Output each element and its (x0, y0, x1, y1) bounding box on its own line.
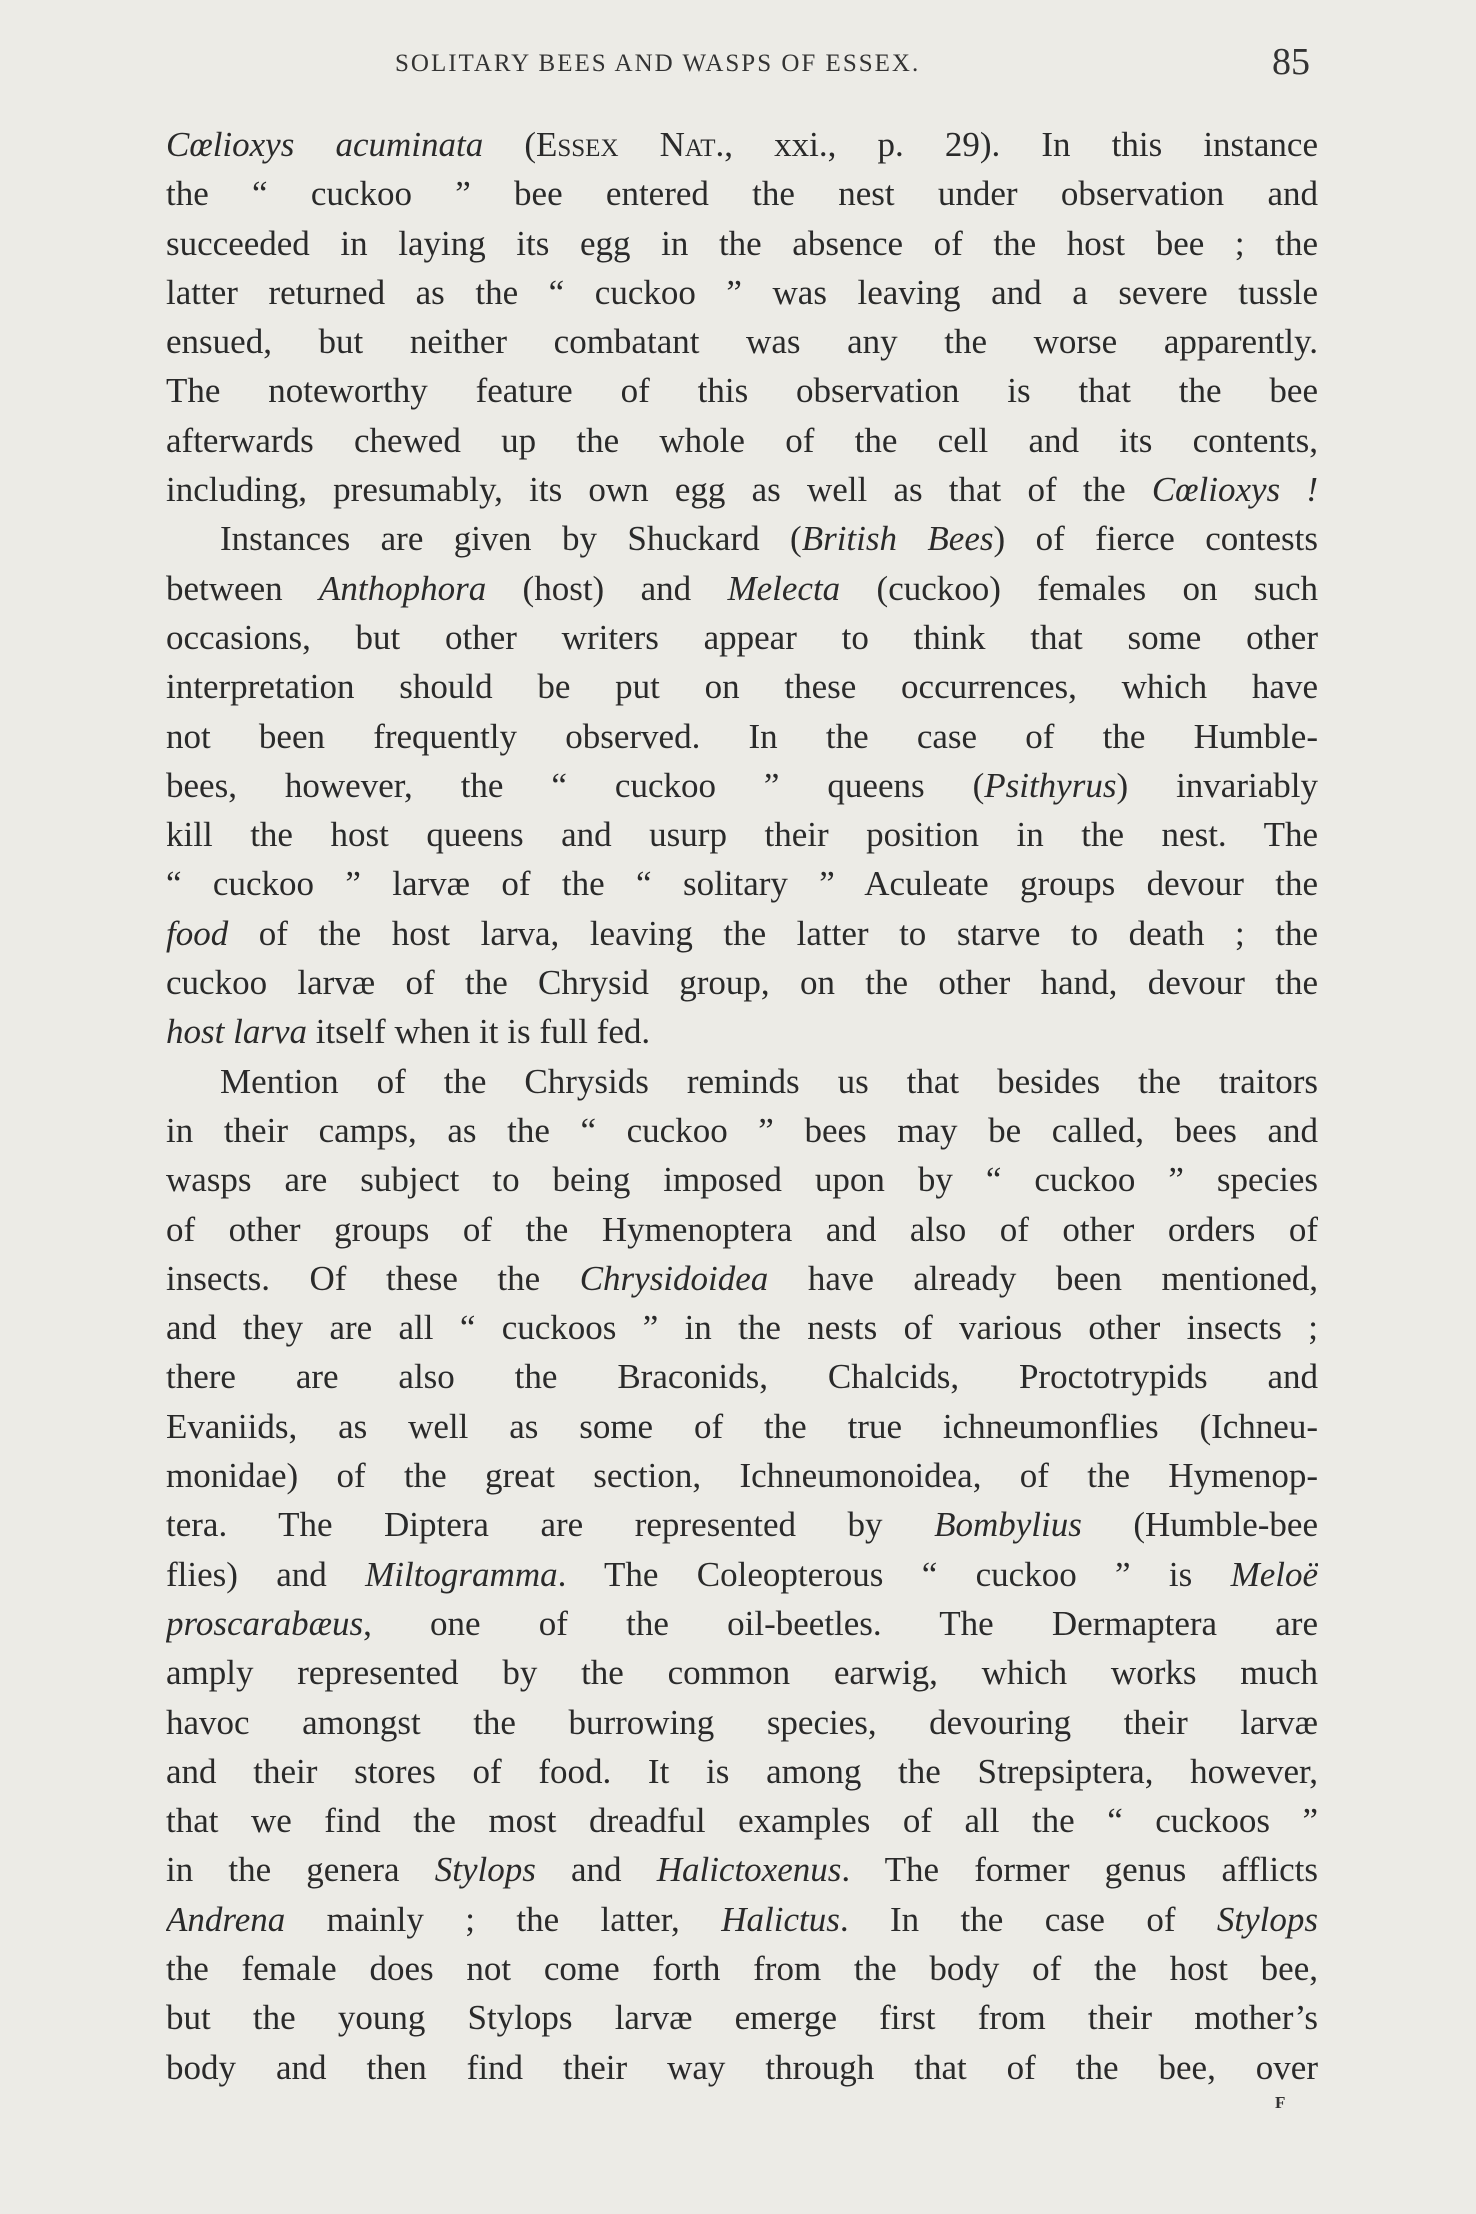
text-line: and their stores of food. It is among the Strepsiptera, however, (166, 1751, 1318, 1791)
text-line: not been frequently observed. In the case of the Humble- (166, 716, 1318, 756)
text-line: but the young Stylops larvæ emerge first from their mother’s (166, 1998, 1318, 2038)
page-number: 85 (1272, 41, 1310, 83)
text-line: tera. The Diptera are represented by Bombylius (Humble-bee (166, 1505, 1318, 1545)
text-line: proscarabæus, one of the oil-beetles. The Dermaptera are (166, 1603, 1318, 1643)
text-line: monidae) of the great section, Ichneumonoidea, of the Hymenop- (166, 1456, 1318, 1496)
text-line: amply represented by the common earwig, which works much (166, 1653, 1318, 1693)
text-line: of other groups of the Hymenoptera and also of other orders of (166, 1209, 1318, 1249)
text-line: Cœlioxys acuminata (Essex Nat., xxi., p. 29). In this instance (166, 125, 1318, 164)
text-line: the female does not come forth from the body of the host bee, (166, 1948, 1318, 1988)
text-line: succeeded in laying its egg in the absence of the host bee ; the (166, 223, 1318, 263)
text-line: in the genera Stylops and Halictoxenus. The former genus afflicts (166, 1850, 1318, 1890)
text-line: host larva itself when it is full fed. (166, 1012, 651, 1052)
text-line: food of the host larva, leaving the latter to starve to death ; the (166, 913, 1318, 953)
text-line: flies) and Miltogramma. The Coleopterous “ cuckoo ” is Meloë (166, 1554, 1318, 1594)
text-line: insects. Of these the Chrysidoidea have already been mentioned, (166, 1258, 1318, 1298)
text-line: afterwards chewed up the whole of the cell and its contents, (166, 420, 1318, 460)
text-line: Mention of the Chrysids reminds us that besides the traitors (220, 1061, 1318, 1101)
text-line: latter returned as the “ cuckoo ” was leaving and a severe tussle (166, 272, 1318, 312)
text-line: wasps are subject to being imposed upon by “ cuckoo ” species (166, 1160, 1318, 1200)
text-line: cuckoo larvæ of the Chrysid group, on the other hand, devour the (166, 963, 1318, 1003)
text-line: interpretation should be put on these occurrences, which have (166, 667, 1318, 707)
text-line: and they are all “ cuckoos ” in the nests of various other insects ; (166, 1308, 1318, 1348)
text-line: there are also the Braconids, Chalcids, Proctotrypids and (166, 1357, 1318, 1397)
text-line: The noteworthy feature of this observation is that the bee (166, 371, 1318, 411)
text-line: occasions, but other writers appear to think that some other (166, 617, 1318, 657)
text-line: bees, however, the “ cuckoo ” queens (Psithyrus) invariably (166, 765, 1318, 805)
text-line: Andrena mainly ; the latter, Halictus. In the case of Stylops (166, 1899, 1318, 1939)
text-line: havoc amongst the burrowing species, devouring their larvæ (166, 1702, 1318, 1742)
body-text (166, 120, 1318, 2092)
text-line: the “ cuckoo ” bee entered the nest under observation and (166, 174, 1318, 214)
text-line: including, presumably, its own egg as well as that of the Cœlioxys ! (166, 470, 1318, 510)
text-line: Evaniids, as well as some of the true ichneumonflies (Ichneu- (166, 1406, 1318, 1446)
text-line: in their camps, as the “ cuckoo ” bees may be called, bees and (166, 1110, 1318, 1150)
text-line: between Anthophora (host) and Melecta (cuckoo) females on such (166, 568, 1318, 608)
text-line: that we find the most dreadful examples of all the “ cuckoos ” (166, 1801, 1318, 1841)
text-line: body and then find their way through that of the bee, over (166, 2047, 1318, 2087)
text-line: ensued, but neither combatant was any the worse apparently. (166, 322, 1318, 362)
running-head: SOLITARY BEES AND WASPS OF ESSEX. (395, 50, 921, 77)
signature-mark: F (1275, 2093, 1286, 2112)
text-line: “ cuckoo ” larvæ of the “ solitary ” Aculeate groups devour the (166, 864, 1318, 904)
text-line: kill the host queens and usurp their position in the nest. The (166, 815, 1318, 855)
text-line: Instances are given by Shuckard (British Bees) of fierce contests (220, 519, 1318, 559)
